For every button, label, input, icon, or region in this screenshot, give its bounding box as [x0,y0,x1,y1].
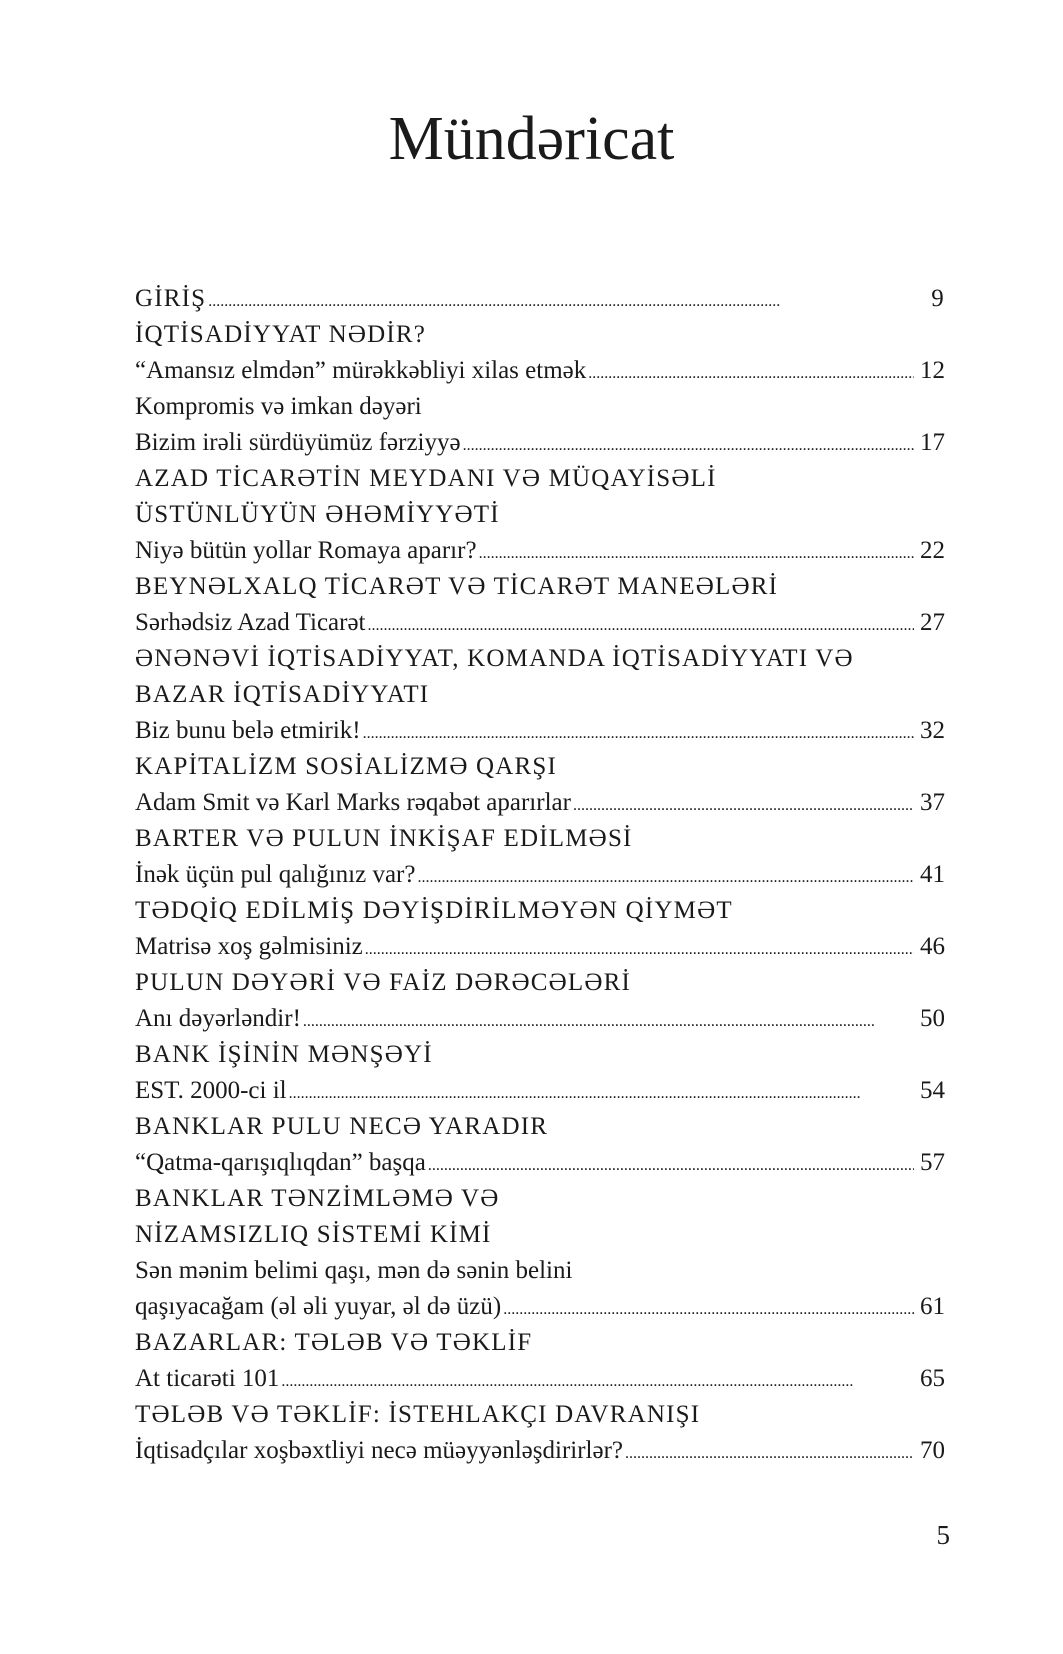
toc-entry-text: “Amansız elmdən” mürəkkəbliyi xilas etmək [135,357,587,384]
toc-entry-text: At ticarəti 101 [135,1365,280,1392]
toc-entry [135,605,945,641]
toc-entry-text: Matrisə xoş gəlmisiniz [135,933,363,960]
toc-page-number: 46 [920,933,945,960]
dot-leader [363,716,914,752]
toc-entry [135,1289,945,1325]
toc-entry [135,533,945,569]
dot-leader [625,1436,914,1472]
dot-leader [588,356,914,392]
toc-entry-text: Biz bunu belə etmirik! [135,717,361,744]
toc-entry [135,1433,945,1469]
toc-entry [135,929,945,965]
toc-chapter-heading [135,461,945,497]
toc-page-number: 54 [920,1077,945,1104]
toc-entry-text: Adam Smit və Karl Marks rəqabət aparırlar [135,789,571,816]
dot-leader [208,284,914,320]
toc-entry-text: BANK İŞİNİN MƏNŞƏYİ [135,1041,433,1068]
toc-entry-text: ÜSTÜNLÜYÜN ƏHƏMİYYƏTİ [135,501,500,528]
toc-page-number: 27 [920,609,945,636]
toc-chapter-heading [135,569,945,605]
toc-entry [135,353,945,389]
toc-entry-text: İnək üçün pul qalığınız var? [135,861,416,888]
dot-leader [289,1076,914,1112]
toc-entry-text: qaşıyacağam (əl əli yuyar, əl də üzü) [135,1293,502,1320]
toc-chapter-heading [135,497,945,533]
toc-entry-text: Sərhədsiz Azad Ticarət [135,609,366,636]
toc-entry [135,857,945,893]
toc-entry-text: NİZAMSIZLIQ SİSTEMİ KİMİ [135,1221,492,1248]
page-number: 5 [936,1520,950,1550]
dot-leader [479,536,914,572]
toc-entry-text: AZAD TİCARƏTİN MEYDANI VƏ MÜQAYİSƏLİ [135,465,717,492]
toc-entry [135,1361,945,1397]
toc-entry-text: BAZARLAR: TƏLƏB VƏ TƏKLİF [135,1329,533,1356]
toc-page-number: 37 [920,789,945,816]
toc-chapter-heading [135,1181,945,1217]
table-of-contents [135,281,945,1469]
toc-entry [135,713,945,749]
toc-chapter-heading [135,821,945,857]
toc-chapter-heading [135,641,945,677]
toc-chapter-heading [135,1217,945,1253]
toc-entry [135,785,945,821]
toc-entry-text: Kompromis və imkan dəyəri [135,393,422,420]
toc-chapter-heading [135,749,945,785]
toc-entry [135,389,945,425]
toc-entry-text: BARTER VƏ PULUN İNKİŞAF EDİLMƏSİ [135,825,633,852]
toc-entry-text: “Qatma-qarışıqlıqdan” başqa [135,1149,426,1176]
toc-entry-text: İQTİSADİYYAT NƏDİR? [135,321,427,348]
toc-entry-text: Anı dəyərləndir! [135,1005,301,1032]
toc-entry [135,425,945,461]
toc-chapter-heading [135,281,945,317]
toc-entry-text: BANKLAR PULU NECƏ YARADIR [135,1113,549,1140]
toc-chapter-heading [135,1109,945,1145]
toc-entry-text: GİRİŞ [135,285,207,312]
toc-chapter-heading [135,1325,945,1361]
dot-leader [417,860,914,896]
dot-leader [281,1364,914,1400]
toc-chapter-heading [135,893,945,929]
toc-entry-text: Sən mənim belimi qaşı, mən də sənin belini [135,1257,573,1284]
toc-page-number: 57 [920,1149,945,1176]
toc-entry-text: BAZAR İQTİSADİYYATI [135,681,430,708]
dot-leader [428,1148,914,1184]
dot-leader [573,788,914,824]
toc-page-number: 32 [920,717,945,744]
toc-entry-text: Niyə bütün yollar Romaya aparır? [135,537,477,564]
dot-leader [303,1004,914,1040]
dot-leader [365,932,914,968]
dot-leader [368,608,914,644]
toc-entry-text: ƏNƏNƏVİ İQTİSADİYYAT, KOMANDA İQTİSADİYYATI VƏ [135,645,854,672]
toc-entry [135,1001,945,1037]
toc-entry-text: KAPİTALİZM SOSİALİZMƏ QARŞI [135,753,558,780]
toc-page-number: 22 [920,537,945,564]
toc-entry-text: İqtisadçılar xoşbəxtliyi necə müəyyənləşdirirlər? [135,1437,624,1464]
toc-page-number: 17 [920,429,945,456]
toc-page-number: 65 [920,1365,945,1392]
toc-entry [135,1145,945,1181]
toc-chapter-heading [135,1397,945,1433]
toc-entry-text: EST. 2000-ci il [135,1077,287,1104]
toc-page-number: 50 [920,1005,945,1032]
toc-entry-text: Bizim irəli sürdüyümüz fərziyyə [135,429,461,456]
toc-chapter-heading [135,317,945,353]
page-title: Mündəricat [388,105,675,173]
toc-entry-text: TƏDQİQ EDİLMİŞ DƏYİŞDİRİLMƏYƏN QİYMƏT [135,897,733,924]
toc-chapter-heading [135,965,945,1001]
toc-entry-text: PULUN DƏYƏRİ VƏ FAİZ DƏRƏCƏLƏRİ [135,969,632,996]
toc-entry [135,1073,945,1109]
toc-chapter-heading [135,1037,945,1073]
toc-page-number: 12 [920,357,945,384]
toc-page-number: 41 [920,861,945,888]
toc-page-number: 9 [931,285,945,312]
dot-leader [503,1292,914,1328]
toc-page-number: 70 [920,1437,945,1464]
toc-chapter-heading [135,677,945,713]
toc-entry-text: TƏLƏB VƏ TƏKLİF: İSTEHLAKÇI DAVRANIŞI [135,1401,701,1428]
dot-leader [463,428,914,464]
toc-entry-text: BANKLAR TƏNZİMLƏMƏ VƏ [135,1185,500,1212]
toc-page-number: 61 [920,1293,945,1320]
toc-entry [135,1253,945,1289]
toc-entry-text: BEYNƏLXALQ TİCARƏT VƏ TİCARƏT MANEƏLƏRİ [135,573,779,600]
